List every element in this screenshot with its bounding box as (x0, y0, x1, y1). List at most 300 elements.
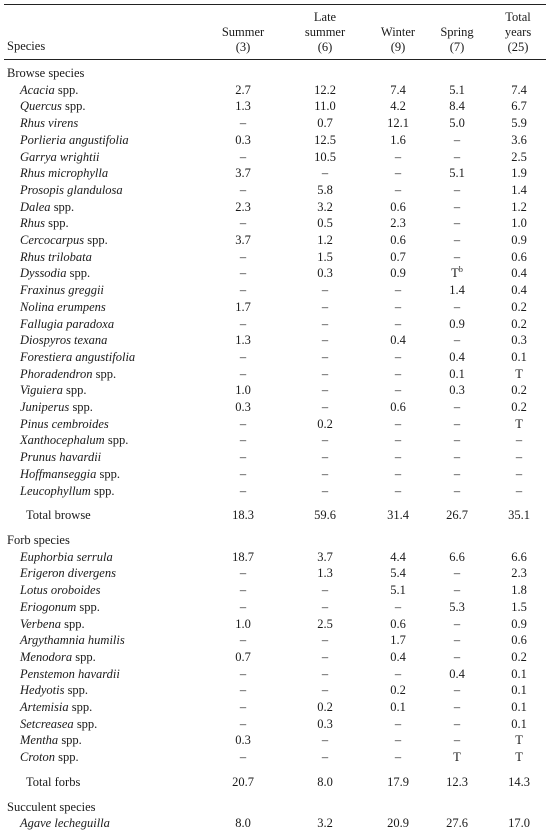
footnote-marker: b (458, 265, 463, 275)
value-cell (280, 215, 370, 232)
table-row (0, 132, 550, 149)
table-row (0, 399, 550, 416)
value-cell (280, 282, 370, 299)
spacer-cell (206, 499, 280, 507)
column-header-total-years (488, 10, 548, 55)
species-binomial: Erigeron divergens (20, 566, 116, 581)
value-text: 1.7 (390, 633, 406, 648)
value-text: 3.2 (317, 199, 333, 214)
value-text: 1.5 (317, 249, 333, 264)
value-text: – (394, 716, 402, 731)
total-label: Total browse (26, 508, 91, 523)
species-name (0, 382, 206, 399)
species-binomial: Juniperus (20, 400, 70, 415)
value-text: – (321, 599, 329, 614)
column-header-summer (206, 10, 280, 55)
header-line (370, 10, 426, 25)
value-text: 0.2 (511, 383, 527, 398)
value-cell (370, 599, 426, 616)
value-cell (206, 449, 280, 466)
table-row (0, 165, 550, 182)
value-cell (280, 599, 370, 616)
value-text: – (394, 366, 402, 381)
value-text: 0.1 (390, 700, 406, 715)
value-text: 0.5 (317, 216, 333, 231)
table-row (0, 632, 550, 649)
value-text: 5.1 (390, 583, 406, 598)
value-text: – (239, 750, 247, 765)
value-text: 3.7 (235, 166, 251, 181)
value-text: 1.2 (511, 199, 527, 214)
value-cell (426, 132, 488, 149)
spacer-cell (0, 791, 206, 799)
value-text: 0.6 (390, 199, 406, 214)
value-text: 6.7 (511, 99, 527, 114)
total-value: 31.4 (387, 508, 409, 523)
value-text: 8.0 (235, 816, 251, 831)
value-text: 8.4 (449, 99, 465, 114)
value-text: – (239, 450, 247, 465)
table-row (0, 549, 550, 566)
table-row (0, 215, 550, 232)
value-text: 0.6 (390, 400, 406, 415)
column-header-winter (370, 10, 426, 55)
value-cell (206, 282, 280, 299)
spacer-cell (488, 499, 550, 507)
value-text: – (453, 483, 461, 498)
section-title: Succulent species (7, 799, 96, 814)
value-cell (488, 815, 550, 832)
value-cell (206, 399, 280, 416)
species-name (0, 249, 206, 266)
species-name (0, 565, 206, 582)
value-text: 0.1 (511, 716, 527, 731)
section-title: Browse species (7, 66, 85, 80)
value-cell (488, 666, 550, 683)
value-text: 1.0 (235, 383, 251, 398)
value-text: T (515, 416, 523, 431)
value-cell (370, 449, 426, 466)
value-text: – (321, 683, 329, 698)
species-binomial: Hedyotis (20, 683, 65, 698)
value-text: – (321, 283, 329, 298)
value-cell (206, 349, 280, 366)
value-cell (426, 483, 488, 500)
table-row (0, 199, 550, 216)
value-text: 0.3 (235, 132, 251, 147)
value-cell (488, 249, 550, 266)
value-text: 2.7 (235, 82, 251, 97)
value-cell (280, 382, 370, 399)
value-cell (488, 682, 550, 699)
value-text: 3.6 (511, 132, 527, 147)
header-line: Summer (221, 25, 265, 39)
value-text: 0.4 (511, 283, 527, 298)
value-cell (206, 632, 280, 649)
value-text: 0.4 (390, 649, 406, 664)
total-row (0, 507, 550, 524)
species-name (0, 299, 206, 316)
species-suffix: spp. (66, 266, 91, 281)
value-text: – (453, 249, 461, 264)
value-cell (488, 82, 550, 99)
species-name (0, 582, 206, 599)
table-row (0, 449, 550, 466)
value-text: – (394, 733, 402, 748)
species-binomial: Acacia (20, 82, 55, 97)
value-cell (206, 199, 280, 216)
table-row (0, 616, 550, 633)
value-text: 2.5 (317, 616, 333, 631)
spacer-cell (280, 499, 370, 507)
value-text: – (321, 483, 329, 498)
species-name (0, 632, 206, 649)
value-text: – (394, 416, 402, 431)
value-cell (280, 332, 370, 349)
species-name (0, 649, 206, 666)
value-text: 5.8 (317, 182, 333, 197)
value-cell (488, 316, 550, 333)
value-text: – (453, 466, 461, 481)
header-line: Winter (380, 25, 416, 39)
species-binomial: Euphorbia serrula (20, 549, 113, 564)
value-text: – (321, 383, 329, 398)
table-row (0, 349, 550, 366)
top-rule (4, 4, 546, 5)
table-row (0, 466, 550, 483)
species-name (0, 98, 206, 115)
table-row (0, 599, 550, 616)
value-text: – (394, 450, 402, 465)
value-cell (370, 149, 426, 166)
value-text: 5.3 (449, 599, 465, 614)
value-text: – (515, 450, 523, 465)
value-text: 1.4 (449, 283, 465, 298)
species-binomial: Dyssodia (20, 266, 67, 281)
value-cell (280, 582, 370, 599)
value-text: 1.8 (511, 583, 527, 598)
value-text: 0.4 (390, 333, 406, 348)
value-cell (370, 682, 426, 699)
value-cell (370, 82, 426, 99)
species-name (0, 483, 206, 500)
table-row (0, 366, 550, 383)
total-value: 12.3 (446, 774, 468, 789)
value-text: 0.2 (511, 400, 527, 415)
value-cell (280, 249, 370, 266)
value-cell (206, 616, 280, 633)
value-cell (206, 732, 280, 749)
value-text: – (321, 166, 329, 181)
value-text: 0.6 (390, 616, 406, 631)
value-text: – (394, 182, 402, 197)
table-row (0, 232, 550, 249)
species-binomial: Cercocarpus (20, 233, 85, 248)
value-text: – (321, 299, 329, 314)
value-text: 0.6 (511, 633, 527, 648)
value-text: 0.1 (511, 700, 527, 715)
value-text: 11.0 (314, 99, 336, 114)
value-cell (488, 265, 550, 282)
value-text: – (321, 733, 329, 748)
value-text: 2.3 (390, 216, 406, 231)
value-text: 1.3 (235, 99, 251, 114)
species-suffix: spp. (62, 383, 87, 398)
value-text: – (239, 216, 247, 231)
value-cell (206, 249, 280, 266)
value-cell (426, 582, 488, 599)
value-cell (370, 182, 426, 199)
value-text: – (453, 733, 461, 748)
total-value: 20.7 (232, 774, 254, 789)
table-row (0, 666, 550, 683)
value-text: 1.5 (511, 599, 527, 614)
spacer-cell (280, 766, 370, 774)
value-text: T (515, 733, 523, 748)
value-cell (280, 699, 370, 716)
table-row (0, 699, 550, 716)
value-text: – (321, 333, 329, 348)
value-text: 2.3 (511, 566, 527, 581)
value-cell (370, 332, 426, 349)
value-text: – (239, 466, 247, 481)
value-text: 12.5 (314, 132, 336, 147)
value-cell (426, 565, 488, 582)
species-binomial: Lotus oroboides (20, 583, 101, 598)
value-text: 0.9 (390, 266, 406, 281)
species-binomial: Quercus (20, 99, 62, 114)
value-cell (206, 416, 280, 433)
species-name (0, 165, 206, 182)
total-value: 26.7 (446, 508, 468, 523)
value-cell (280, 349, 370, 366)
species-binomial: Nolina erumpens (20, 299, 106, 314)
header-line (206, 10, 280, 25)
value-cell (206, 215, 280, 232)
value-text: – (453, 400, 461, 415)
value-cell (426, 449, 488, 466)
value-cell (206, 98, 280, 115)
species-binomial: Garrya wrightii (20, 149, 100, 164)
table-row (0, 332, 550, 349)
value-cell (426, 649, 488, 666)
header-line: Spring (440, 25, 474, 39)
value-cell (280, 182, 370, 199)
species-binomial: Prosopis glandulosa (20, 182, 123, 197)
column-header-spring (426, 10, 488, 55)
value-cell (426, 165, 488, 182)
value-cell (488, 632, 550, 649)
value-text: 0.9 (511, 616, 527, 631)
value-cell (206, 483, 280, 500)
value-text: – (453, 433, 461, 448)
species-suffix: spp. (104, 433, 129, 448)
value-text: 3.2 (317, 816, 333, 831)
value-text: 5.0 (449, 116, 465, 131)
species-name (0, 366, 206, 383)
value-text: 0.4 (449, 666, 465, 681)
value-text: – (321, 583, 329, 598)
value-text: 5.4 (390, 566, 406, 581)
value-text: – (453, 299, 461, 314)
value-cell (426, 632, 488, 649)
value-cell (426, 749, 488, 766)
table-row (0, 749, 550, 766)
value-cell (426, 82, 488, 99)
value-cell (488, 749, 550, 766)
value-cell (206, 382, 280, 399)
value-cell (426, 366, 488, 383)
value-cell (206, 332, 280, 349)
value-text: 0.1 (511, 666, 527, 681)
value-text: – (394, 750, 402, 765)
species-binomial: Viguiera (20, 383, 63, 398)
value-cell (280, 732, 370, 749)
spacer-cell (206, 524, 280, 532)
value-cell (426, 466, 488, 483)
value-cell (370, 732, 426, 749)
species-binomial: Leucophyllum (20, 483, 91, 498)
value-cell (488, 282, 550, 299)
species-binomial: Fraxinus greggii (20, 283, 104, 298)
species-name (0, 666, 206, 683)
header-line: (7) (449, 40, 465, 54)
value-text: – (453, 683, 461, 698)
value-text: – (394, 316, 402, 331)
value-cell (370, 632, 426, 649)
value-text: – (321, 349, 329, 364)
value-cell (370, 299, 426, 316)
value-cell (370, 132, 426, 149)
value-text: – (453, 182, 461, 197)
value-cell (488, 732, 550, 749)
value-text: – (453, 233, 461, 248)
value-text: 0.7 (317, 116, 333, 131)
value-cell (280, 115, 370, 132)
value-cell (370, 366, 426, 383)
species-suffix: spp. (72, 649, 96, 664)
value-cell (370, 565, 426, 582)
value-text: – (394, 383, 402, 398)
species-suffix: spp. (50, 199, 75, 214)
value-text: – (321, 400, 329, 415)
table-row (0, 732, 550, 749)
species-name (0, 215, 206, 232)
section-header-row (0, 65, 550, 82)
value-cell (488, 599, 550, 616)
value-cell (426, 399, 488, 416)
value-cell (488, 549, 550, 566)
total-value: 59.6 (314, 508, 336, 523)
species-name (0, 466, 206, 483)
value-text: 0.4 (511, 266, 527, 281)
value-text: – (394, 166, 402, 181)
value-cell (370, 399, 426, 416)
species-binomial: Hoffmanseggia (20, 466, 97, 481)
value-text: 12.1 (387, 116, 409, 131)
species-name (0, 599, 206, 616)
value-cell (280, 199, 370, 216)
value-cell (206, 565, 280, 582)
value-text: – (394, 599, 402, 614)
species-binomial: Diospyros texana (20, 333, 108, 348)
value-cell (488, 582, 550, 599)
total-value: 8.0 (317, 774, 333, 789)
spacer-cell (0, 499, 206, 507)
value-cell (280, 565, 370, 582)
value-cell (370, 232, 426, 249)
value-cell (370, 582, 426, 599)
value-text: – (453, 700, 461, 715)
value-cell (280, 466, 370, 483)
species-suffix: spp. (90, 483, 115, 498)
species-name (0, 432, 206, 449)
value-cell (206, 82, 280, 99)
value-cell (206, 466, 280, 483)
species-binomial: Penstemon havardii (20, 666, 120, 681)
species-binomial: Artemisia (20, 700, 69, 715)
value-cell (280, 449, 370, 466)
table-row (0, 682, 550, 699)
value-text: 0.7 (235, 649, 251, 664)
value-cell (370, 265, 426, 282)
species-name (0, 699, 206, 716)
value-cell (488, 565, 550, 582)
value-cell (488, 132, 550, 149)
species-suffix: spp. (45, 216, 69, 231)
species-binomial: Setcreasea (20, 716, 74, 731)
value-text: T (453, 750, 461, 765)
species-binomial: Agave lecheguilla (20, 816, 110, 831)
value-text: – (239, 700, 247, 715)
forage-table (0, 65, 550, 832)
value-cell (280, 682, 370, 699)
value-cell (488, 382, 550, 399)
value-text: 4.2 (390, 99, 406, 114)
value-cell (370, 98, 426, 115)
header-line: (6) (317, 40, 333, 54)
value-text: 0.2 (511, 649, 527, 664)
value-cell (426, 182, 488, 199)
species-binomial: Menodora (20, 649, 73, 664)
value-cell (370, 466, 426, 483)
section-header-row (0, 799, 550, 816)
value-text: 0.2 (511, 316, 527, 331)
spacer-cell (488, 791, 550, 799)
total-value: 35.1 (508, 508, 530, 523)
value-text: – (453, 450, 461, 465)
value-cell (370, 649, 426, 666)
value-text: 0.2 (317, 700, 333, 715)
spacer-cell (370, 499, 426, 507)
header-line: (25) (507, 40, 529, 54)
value-text: – (453, 149, 461, 164)
species-name (0, 815, 206, 832)
value-cell (488, 98, 550, 115)
value-text: – (453, 583, 461, 598)
value-cell (426, 382, 488, 399)
value-cell (426, 732, 488, 749)
table-row (0, 149, 550, 166)
value-text: T (451, 266, 459, 281)
value-cell (206, 316, 280, 333)
value-text: – (321, 750, 329, 765)
value-text: 18.7 (232, 549, 254, 564)
species-binomial: Argythamnia humilis (20, 633, 125, 648)
value-text: 1.3 (317, 566, 333, 581)
value-text: 27.6 (446, 816, 468, 831)
value-text: – (239, 266, 247, 281)
